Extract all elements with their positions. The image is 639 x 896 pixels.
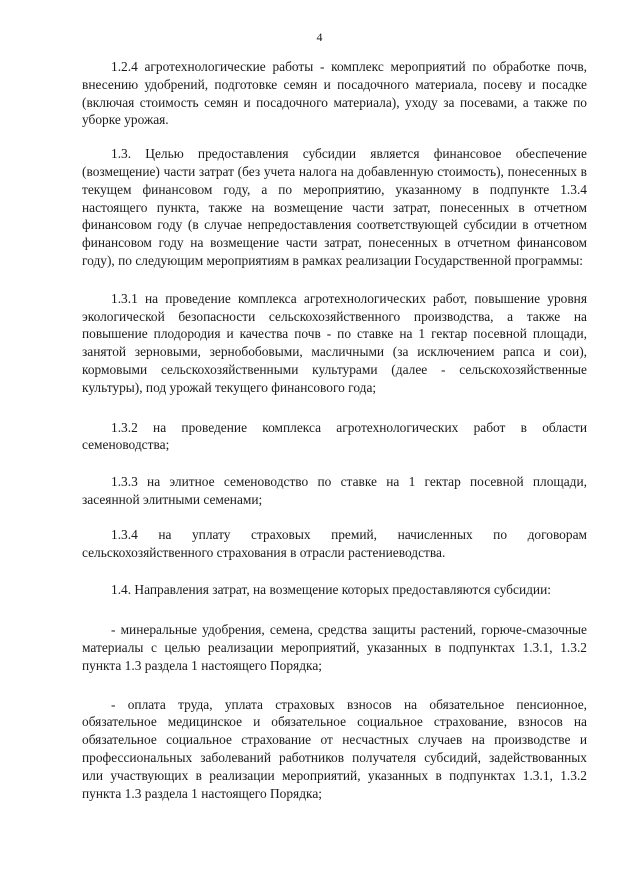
- document-body: [82, 58, 587, 802]
- paragraph-1-3-4: 1.3.4 на уплату страховых премий, начисленных по договорам сельскохозяйственного страхования в отрасли растениеводства.: [82, 526, 587, 560]
- paragraph-1-3: 1.3. Целью предоставления субсидии является финансовое обеспечение (возмещение) части затрат (без учета налога на добавленную стоимость), понесенных в текущем финансовом году, а по мероприятию, указанному в подпункте 1.3.4 настоящего пункта, также на возмещение части затрат, понесенных в отчетном финансовом году (в случае непредоставления соответствующей субсидии в отчетном финансовом году на возмещение части затрат, понесенных в отчетном финансовом году), по следующим мероприятиям в рамках реализации Государственной программы:: [82, 146, 587, 268]
- paragraph-1-4: 1.4. Направления затрат, на возмещение которых предоставляются субсидии:: [111, 582, 551, 598]
- paragraph-1-3-3: 1.3.3 на элитное семеноводство по ставке на 1 гектар посевной площади, засеянной элитными семенами;: [82, 474, 587, 507]
- page-number: 4: [316, 30, 323, 44]
- paragraph-1-3-2: 1.3.2 на проведение комплекса агротехнологических работ в области семеноводства;: [82, 419, 587, 453]
- list-item-labor: - оплата труда, уплата страховых взносов на обязательное пенсионное, обязательное медицинское и обязательное социальное страхование, взносов на обязательное социальное страхование от несчастных случаев на производстве и профессиональных заболеваний работников получателя субсидий, задействованных или участвующих в реализации мероприятий, указанных в подпунктах 1.3.1, 1.3.2 пункта 1.3 раздела 1 настоящего Порядка;: [82, 696, 587, 801]
- paragraph-1-3-1: 1.3.1 на проведение комплекса агротехнологических работ, повышение уровня экологической безопасности сельскохозяйственного производства, а также на повышение плодородия и качества почв - по ставке на 1 гектар посевной площади, занятой зерновыми, зернобобовыми, масличными (за исключением рапса и сои), кормовыми сельскохозяйственными культурами (далее - сельскохозяйственные культуры), под урожай текущего финансового года;: [82, 290, 587, 395]
- paragraph-1-2-4: 1.2.4 агротехнологические работы - комплекс мероприятий по обработке почв, внесению удобрений, подготовке семян и посадочного материала, посеву и посадке (включая стоимость семян и посадочного материала), уходу за посевами, а также по уборке урожая.: [82, 59, 587, 128]
- list-item-materials: - минеральные удобрения, семена, средства защиты растений, горюче-смазочные материалы с целью реализации мероприятий, указанных в подпунктах 1.3.1, 1.3.2 пункта 1.3 раздела 1 настоящего Порядка;: [82, 622, 587, 673]
